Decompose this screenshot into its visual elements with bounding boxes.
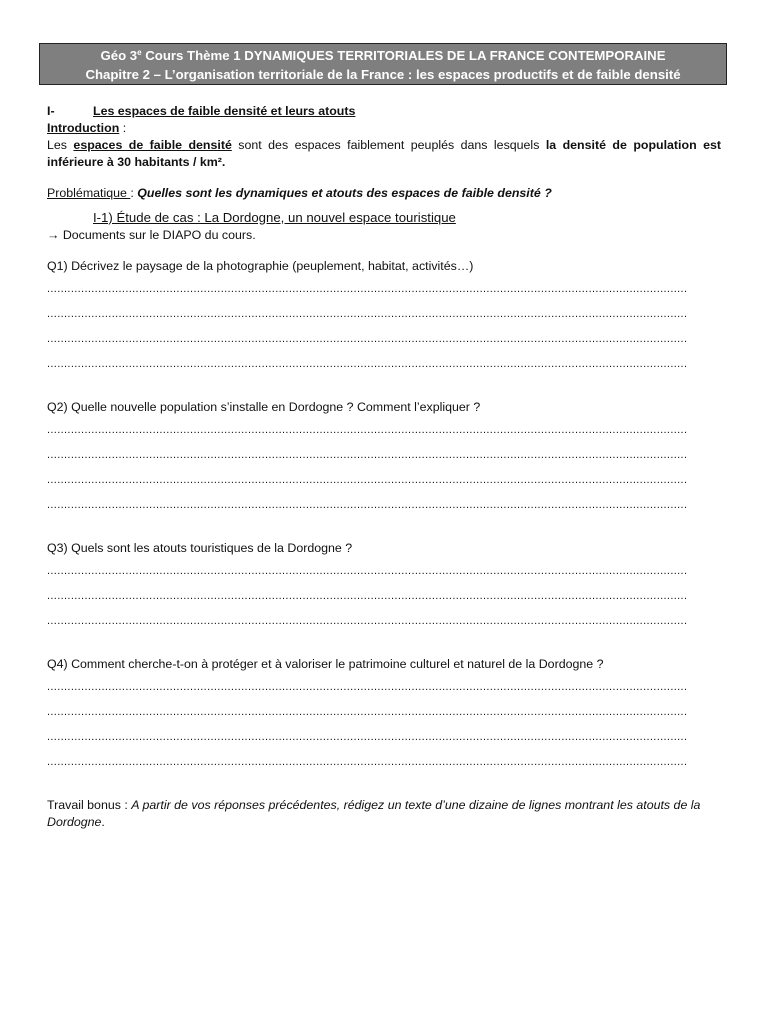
answer-line[interactable]: ............................................................................................................................................................................................ xyxy=(47,731,688,744)
answer-line[interactable]: ............................................................................................................................................................................................ xyxy=(47,681,688,694)
answer-line[interactable]: ............................................................................................................................................................................................ xyxy=(47,590,688,603)
bonus-work: Travail bonus : A partir de vos réponses précédentes, rédigez un texte d’une dizaine de lignes montrant les atouts de la Dordogne. xyxy=(47,798,701,830)
answer-line[interactable]: ............................................................................................................................................................................................ xyxy=(47,565,688,578)
intro-paragraph: Les espaces de faible densité sont des espaces faiblement peuplés dans lesquels la densité de population est inférieure à 30 habitants / km². xyxy=(47,138,721,170)
section-heading: Les espaces de faible densité et leurs atouts xyxy=(93,104,356,118)
key-term: espaces de faible densité xyxy=(73,138,232,153)
answer-line[interactable]: ............................................................................................................................................................................................ xyxy=(47,282,688,295)
problematique: Problématique : Quelles sont les dynamiques et atouts des espaces de faible densité ? xyxy=(47,186,552,201)
answer-line[interactable]: ............................................................................................................................................................................................ xyxy=(47,615,688,628)
answer-line[interactable]: ............................................................................................................................................................................................ xyxy=(47,424,688,437)
document-header xyxy=(39,43,727,85)
document-body xyxy=(47,103,721,832)
answer-line[interactable]: ............................................................................................................................................................................................ xyxy=(47,474,688,487)
answer-line[interactable]: ............................................................................................................................................................................................ xyxy=(47,499,688,512)
bonus-label: Travail bonus : xyxy=(47,798,132,813)
answer-line[interactable]: ............................................................................................................................................................................................ xyxy=(47,332,688,345)
problematique-question: Quelles sont les dynamiques et atouts des espaces de faible densité ? xyxy=(137,186,552,201)
question-3: Q3) Quels sont les atouts touristiques de la Dordogne ? xyxy=(47,541,353,556)
answer-line[interactable]: ............................................................................................................................................................................................ xyxy=(47,756,688,769)
bonus-instructions: A partir de vos réponses précédentes, rédigez un texte d’une dizaine de lignes montrant les atouts de la Dordogne xyxy=(47,798,701,830)
case-study-title: I-1) Étude de cas : La Dordogne, un nouvel espace touristique xyxy=(93,209,456,225)
answer-line[interactable]: ............................................................................................................................................................................................ xyxy=(47,706,688,719)
answer-line[interactable]: ............................................................................................................................................................................................ xyxy=(47,307,688,320)
section-number: I- xyxy=(47,104,55,118)
question-1: Q1) Décrivez le paysage de la photographie (peuplement, habitat, activités…) xyxy=(47,258,474,273)
problematique-label: Problématique xyxy=(47,186,131,201)
density-definition: la densité de population est inférieure à 30 habitants / km². xyxy=(47,138,721,170)
case-study-note: → Documents sur le DIAPO du cours. xyxy=(47,227,256,242)
section-title xyxy=(47,103,721,120)
answer-line[interactable]: ............................................................................................................................................................................................ xyxy=(47,449,688,462)
intro-label: Introduction xyxy=(47,121,120,136)
question-4: Q4) Comment cherche-t-on à protéger et à valoriser le patrimoine culturel et naturel de la Dordogne ? xyxy=(47,657,604,672)
intro-label-line: Introduction : xyxy=(47,121,127,136)
header-line-2: Chapitre 2 – L’organisation territoriale de la France : les espaces productifs et de faible densité xyxy=(85,67,681,82)
header-line-1: Géo 3e Cours Thème 1 DYNAMIQUES TERRITORIALES DE LA FRANCE CONTEMPORAINE xyxy=(100,48,666,63)
question-2: Q2) Quelle nouvelle population s’installe en Dordogne ? Comment l’expliquer ? xyxy=(47,399,481,414)
answer-line[interactable]: ............................................................................................................................................................................................ xyxy=(47,357,688,370)
